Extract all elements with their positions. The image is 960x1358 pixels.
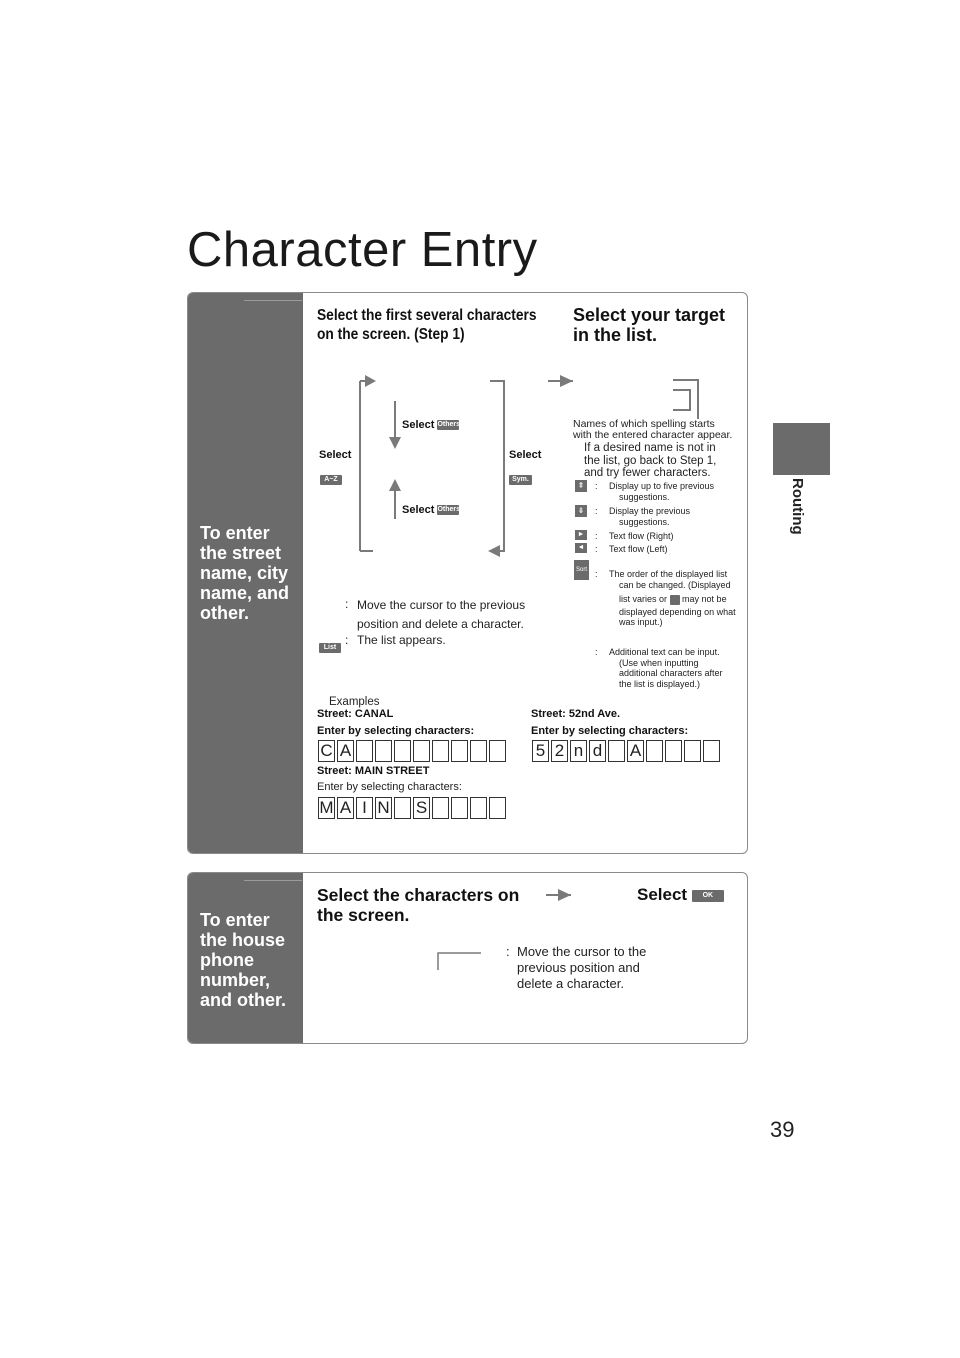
page-title: Character Entry [187, 223, 538, 277]
section-tab-text: Routing [789, 478, 806, 535]
az-button[interactable]: A~Z [320, 475, 342, 485]
house-entry-panel [187, 872, 748, 1044]
example-3-street: Street: MAIN STREET [317, 765, 430, 777]
sym-button[interactable]: Sym. [509, 475, 532, 485]
legend-right-text: Text flow (Right) [609, 531, 674, 541]
up-arrow-icon[interactable]: ⇞ [575, 480, 587, 492]
list-colon: : [345, 633, 349, 647]
others-button-top[interactable]: Others [437, 421, 461, 429]
example-3-enter: Enter by selecting characters: [317, 781, 462, 793]
names-note: Names of which spelling starts with the entered character appear. [573, 418, 733, 441]
example-2-street: Street: 52nd Ave. [531, 708, 621, 720]
page-number: 39 [770, 1117, 795, 1142]
street-panel-label: To enter the street name, city name, and other. [200, 523, 290, 623]
back-note: Move the cursor to the previous position and delete a character. [357, 598, 526, 631]
select-others-bottom-label: Select Others [402, 504, 461, 516]
legend-up-colon: : [595, 481, 598, 491]
sort-note: The order of the displayed list can be changed. (Displayed list varies or may not be displayed depending on what was input.) [609, 569, 736, 628]
step1-heading: Select the first several characters on the screen. (Step 1) [317, 307, 537, 343]
back-colon: : [345, 597, 349, 611]
example-3-boxes: M A I N S [318, 797, 506, 819]
house-step-heading: Select the characters on the screen. [317, 885, 520, 925]
section-tab-marker [773, 423, 830, 475]
down-arrow-icon[interactable]: ⇟ [575, 505, 587, 517]
others-button-bottom[interactable]: Others [437, 506, 461, 514]
example-1-street: Street: CANAL [317, 708, 394, 720]
sort-colon: : [595, 569, 598, 579]
sort-button[interactable]: Sort [574, 560, 589, 580]
example-2-boxes: 5 2 n d A [532, 740, 720, 762]
legend-up-text: Display up to five previous suggestions. [609, 481, 715, 502]
sort-mini-icon [670, 595, 680, 605]
legend-down-colon: : [595, 506, 598, 516]
left-arrow-icon[interactable]: ◄ [575, 543, 587, 553]
additional-colon: : [595, 647, 598, 657]
select-az-label: Select [319, 449, 352, 461]
house-panel-label: To enter the house phone number, and other. [200, 910, 287, 1010]
legend-down-text: Display the previous suggestions. [609, 506, 691, 527]
house-back-colon: : [506, 944, 510, 959]
legend-left-colon: : [595, 544, 598, 554]
list-button[interactable]: List [319, 643, 341, 653]
additional-note: Additional text can be input. (Use when inputting additional characters after the list is displayed.) [609, 647, 723, 689]
legend-right-colon: : [595, 531, 598, 541]
section-tab-label [784, 478, 814, 558]
select-sym-label: Select [509, 449, 542, 461]
example-1-boxes: C A [318, 740, 506, 762]
step2-heading: Select your target in the list. [573, 305, 726, 345]
house-select-label: Select OK [637, 885, 724, 905]
ok-button[interactable]: OK [692, 890, 724, 902]
example-2-enter: Enter by selecting characters: [531, 725, 689, 737]
legend-left-text: Text flow (Left) [609, 544, 668, 554]
street-entry-panel [187, 292, 748, 854]
example-1-enter: Enter by selecting characters: [317, 725, 475, 737]
select-others-top-label: Select Others [402, 419, 461, 431]
retry-note: If a desired name is not in the list, go back to Step 1, and try fewer characters. [584, 442, 717, 479]
house-back-note: Move the cursor to the previous position and delete a character. [517, 944, 647, 991]
examples-label: Examples [329, 696, 380, 708]
right-arrow-icon[interactable]: ► [575, 530, 587, 540]
list-note: The list appears. [357, 633, 446, 647]
